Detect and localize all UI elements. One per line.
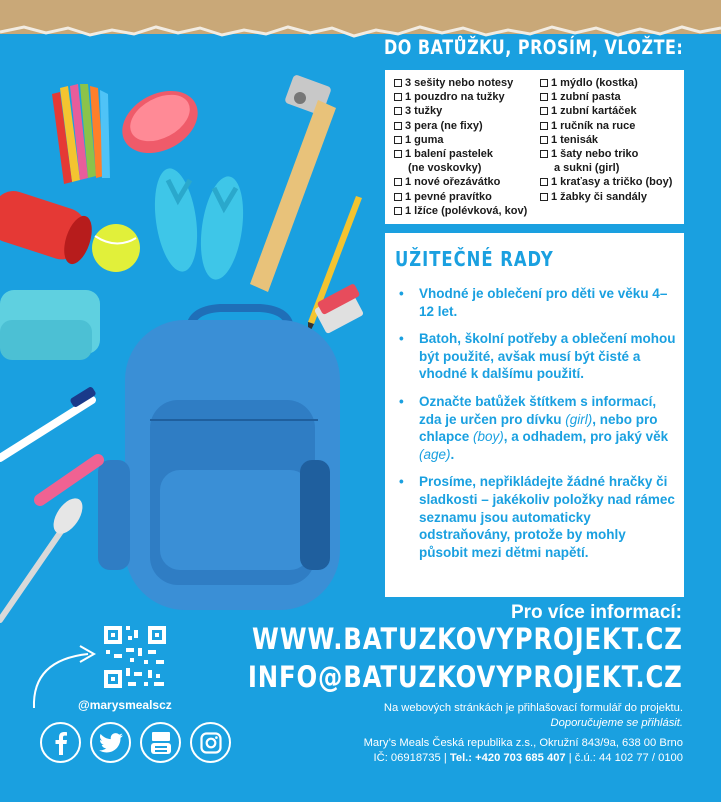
checkbox-icon[interactable] <box>394 178 402 186</box>
checklist-item <box>394 204 536 218</box>
qr-code[interactable] <box>104 626 166 688</box>
checkbox-icon[interactable] <box>394 93 402 101</box>
tip-item <box>397 473 677 561</box>
social-handle[interactable]: @marysmealscz <box>78 698 172 712</box>
tip-item-emphasis: (age) <box>419 446 451 462</box>
checklist-item <box>540 90 678 104</box>
checklist-item-label: (ne voskovky) <box>408 162 482 175</box>
checklist-item-label: 1 kraťasy a tričko (boy) <box>550 176 673 189</box>
checklist-item-label: 1 nové ořezávátko <box>405 176 501 189</box>
checklist-item-label: 1 pevné pravítko <box>405 190 492 203</box>
checklist-item-label: 1 šaty nebo triko <box>550 148 639 161</box>
checklist-item-label: 1 lžíce (polévková, kov) <box>405 204 528 217</box>
packing-checklist <box>385 70 684 224</box>
registration-note: Na webových stránkách je přihlašovací formulář do projektu. <box>383 702 683 714</box>
phone-number: Tel.: +420 703 685 407 <box>449 752 566 764</box>
tip-item-text: Označte batůžek štítkem s informací, zda je určen pro dívku <box>419 393 657 427</box>
checklist-item-label: 3 sešity nebo notesy <box>405 77 514 89</box>
checklist-item <box>394 76 536 90</box>
checkbox-icon[interactable] <box>540 93 548 101</box>
towel-icon <box>0 290 100 360</box>
colored-pencils-icon <box>52 84 110 184</box>
checkbox-icon[interactable] <box>394 79 402 87</box>
tips-title: UŽITEČNÉ RADY <box>395 247 554 271</box>
tip-item <box>397 285 677 320</box>
checklist-item-label: 1 tenisák <box>550 133 599 146</box>
checkbox-icon[interactable] <box>394 193 402 201</box>
checklist-item <box>394 161 536 175</box>
checklist-item <box>394 133 536 147</box>
organization-address: Mary’s Meals Česká republika z.s., Okružní 843/9a, 638 00 Brno <box>363 737 683 749</box>
checklist-item-label: 1 mýdlo (kostka) <box>550 77 638 89</box>
checklist-item-label: 1 pouzdro na tužky <box>405 91 505 104</box>
checklist-item-label: 3 tužky <box>405 105 443 118</box>
checklist-item-label: a sukni (girl) <box>553 162 620 175</box>
checklist-item <box>540 190 678 204</box>
twitter-icon[interactable] <box>90 722 131 763</box>
checklist-item <box>540 147 678 161</box>
ruler-icon <box>250 100 336 292</box>
checklist-item-label: 1 zubní pasta <box>550 91 621 104</box>
more-info-label: Pro více informací: <box>510 602 682 623</box>
checklist-item <box>540 161 678 175</box>
flip-flops-icon <box>149 166 249 283</box>
checkbox-icon[interactable] <box>394 107 402 115</box>
checklist-item <box>540 76 678 90</box>
checklist-item-label: 1 žabky či sandály <box>550 190 647 203</box>
pencil-case-icon <box>0 186 97 268</box>
soap-icon <box>112 78 209 165</box>
website-link[interactable]: WWW.BATUZKOVYPROJEKT.CZ <box>252 622 683 656</box>
checkbox-icon[interactable] <box>540 193 548 201</box>
social-icons <box>40 722 231 763</box>
checkbox-icon[interactable] <box>394 150 402 158</box>
checklist-item <box>394 104 536 118</box>
checklist-item <box>394 175 536 189</box>
qr-code-icon <box>104 626 166 688</box>
tip-item-text: , a odhadem, pro jaký věk <box>503 429 669 445</box>
tip-item-text: Vhodné je oblečení pro děti ve věku 4–12 let. <box>419 286 668 319</box>
checklist-item-label: 3 pera (ne fixy) <box>405 119 483 132</box>
checklist-headline: DO BATŮŽKU, PROSÍM, VLOŽTE: <box>384 36 684 59</box>
checklist-item-label: 1 ručník na ruce <box>550 119 636 132</box>
instagram-icon[interactable] <box>190 722 231 763</box>
checkbox-icon[interactable] <box>540 178 548 186</box>
checklist-item <box>394 147 536 161</box>
toothpaste-icon <box>40 460 98 500</box>
facebook-icon[interactable] <box>40 722 81 763</box>
toothbrush-icon <box>0 386 97 458</box>
tip-item <box>397 393 677 463</box>
checklist-item <box>540 119 678 133</box>
checklist-column-1 <box>394 76 536 224</box>
checkbox-icon[interactable] <box>394 136 402 144</box>
backpack-icon <box>98 308 340 610</box>
tennis-ball-icon <box>92 224 140 272</box>
checkbox-icon[interactable] <box>540 107 548 115</box>
tip-item-text: , nebo pro chlapce <box>419 411 658 445</box>
school-supplies-illustration <box>0 30 390 630</box>
tips-list <box>397 285 677 571</box>
checkbox-icon[interactable] <box>540 79 548 87</box>
tips-card <box>385 233 684 597</box>
recommendation-note: Doporučujeme se přihlásit. <box>550 717 683 729</box>
checklist-column-2 <box>540 76 678 224</box>
checkbox-icon[interactable] <box>540 136 548 144</box>
tip-item-text: . <box>450 446 455 462</box>
youtube-icon[interactable] <box>140 722 181 763</box>
checklist-item <box>540 104 678 118</box>
checkbox-icon[interactable] <box>394 207 402 215</box>
tip-item-emphasis: (boy) <box>473 429 504 445</box>
checkbox-icon[interactable] <box>540 122 548 130</box>
tip-item-emphasis: (girl) <box>565 411 593 427</box>
checklist-item <box>394 119 536 133</box>
tip-item-text: Batoh, školní potřeby a oblečení mohou být použité, avšak musí být čisté a vhodné k dalšímu použití. <box>419 331 676 382</box>
checkbox-icon[interactable] <box>394 122 402 130</box>
checklist-item-label: 1 zubní kartáček <box>550 105 637 118</box>
checklist-item <box>540 133 678 147</box>
organization-ids: IČ: 06918735 | Tel.: +420 703 685 407 | č.ú.: 44 102 77 / 0100 <box>373 752 683 764</box>
checklist-item <box>394 90 536 104</box>
tip-item <box>397 330 677 383</box>
email-link[interactable]: INFO@BATUZKOVYPROJEKT.CZ <box>248 660 683 694</box>
checkbox-icon[interactable] <box>540 150 548 158</box>
checklist-item-label: 1 balení pastelek <box>405 148 494 161</box>
spoon-icon <box>0 493 88 620</box>
checklist-item <box>540 175 678 189</box>
tip-item-text: Prosíme, nepřikládejte žádné hračky či sladkosti – jakékoliv položky nad rámec seznamu jsou automaticky odstraňovány, protože by mohly působit mezi dětmi napětí. <box>419 474 675 560</box>
checklist-item-label: 1 guma <box>405 133 444 146</box>
checklist-item <box>394 190 536 204</box>
